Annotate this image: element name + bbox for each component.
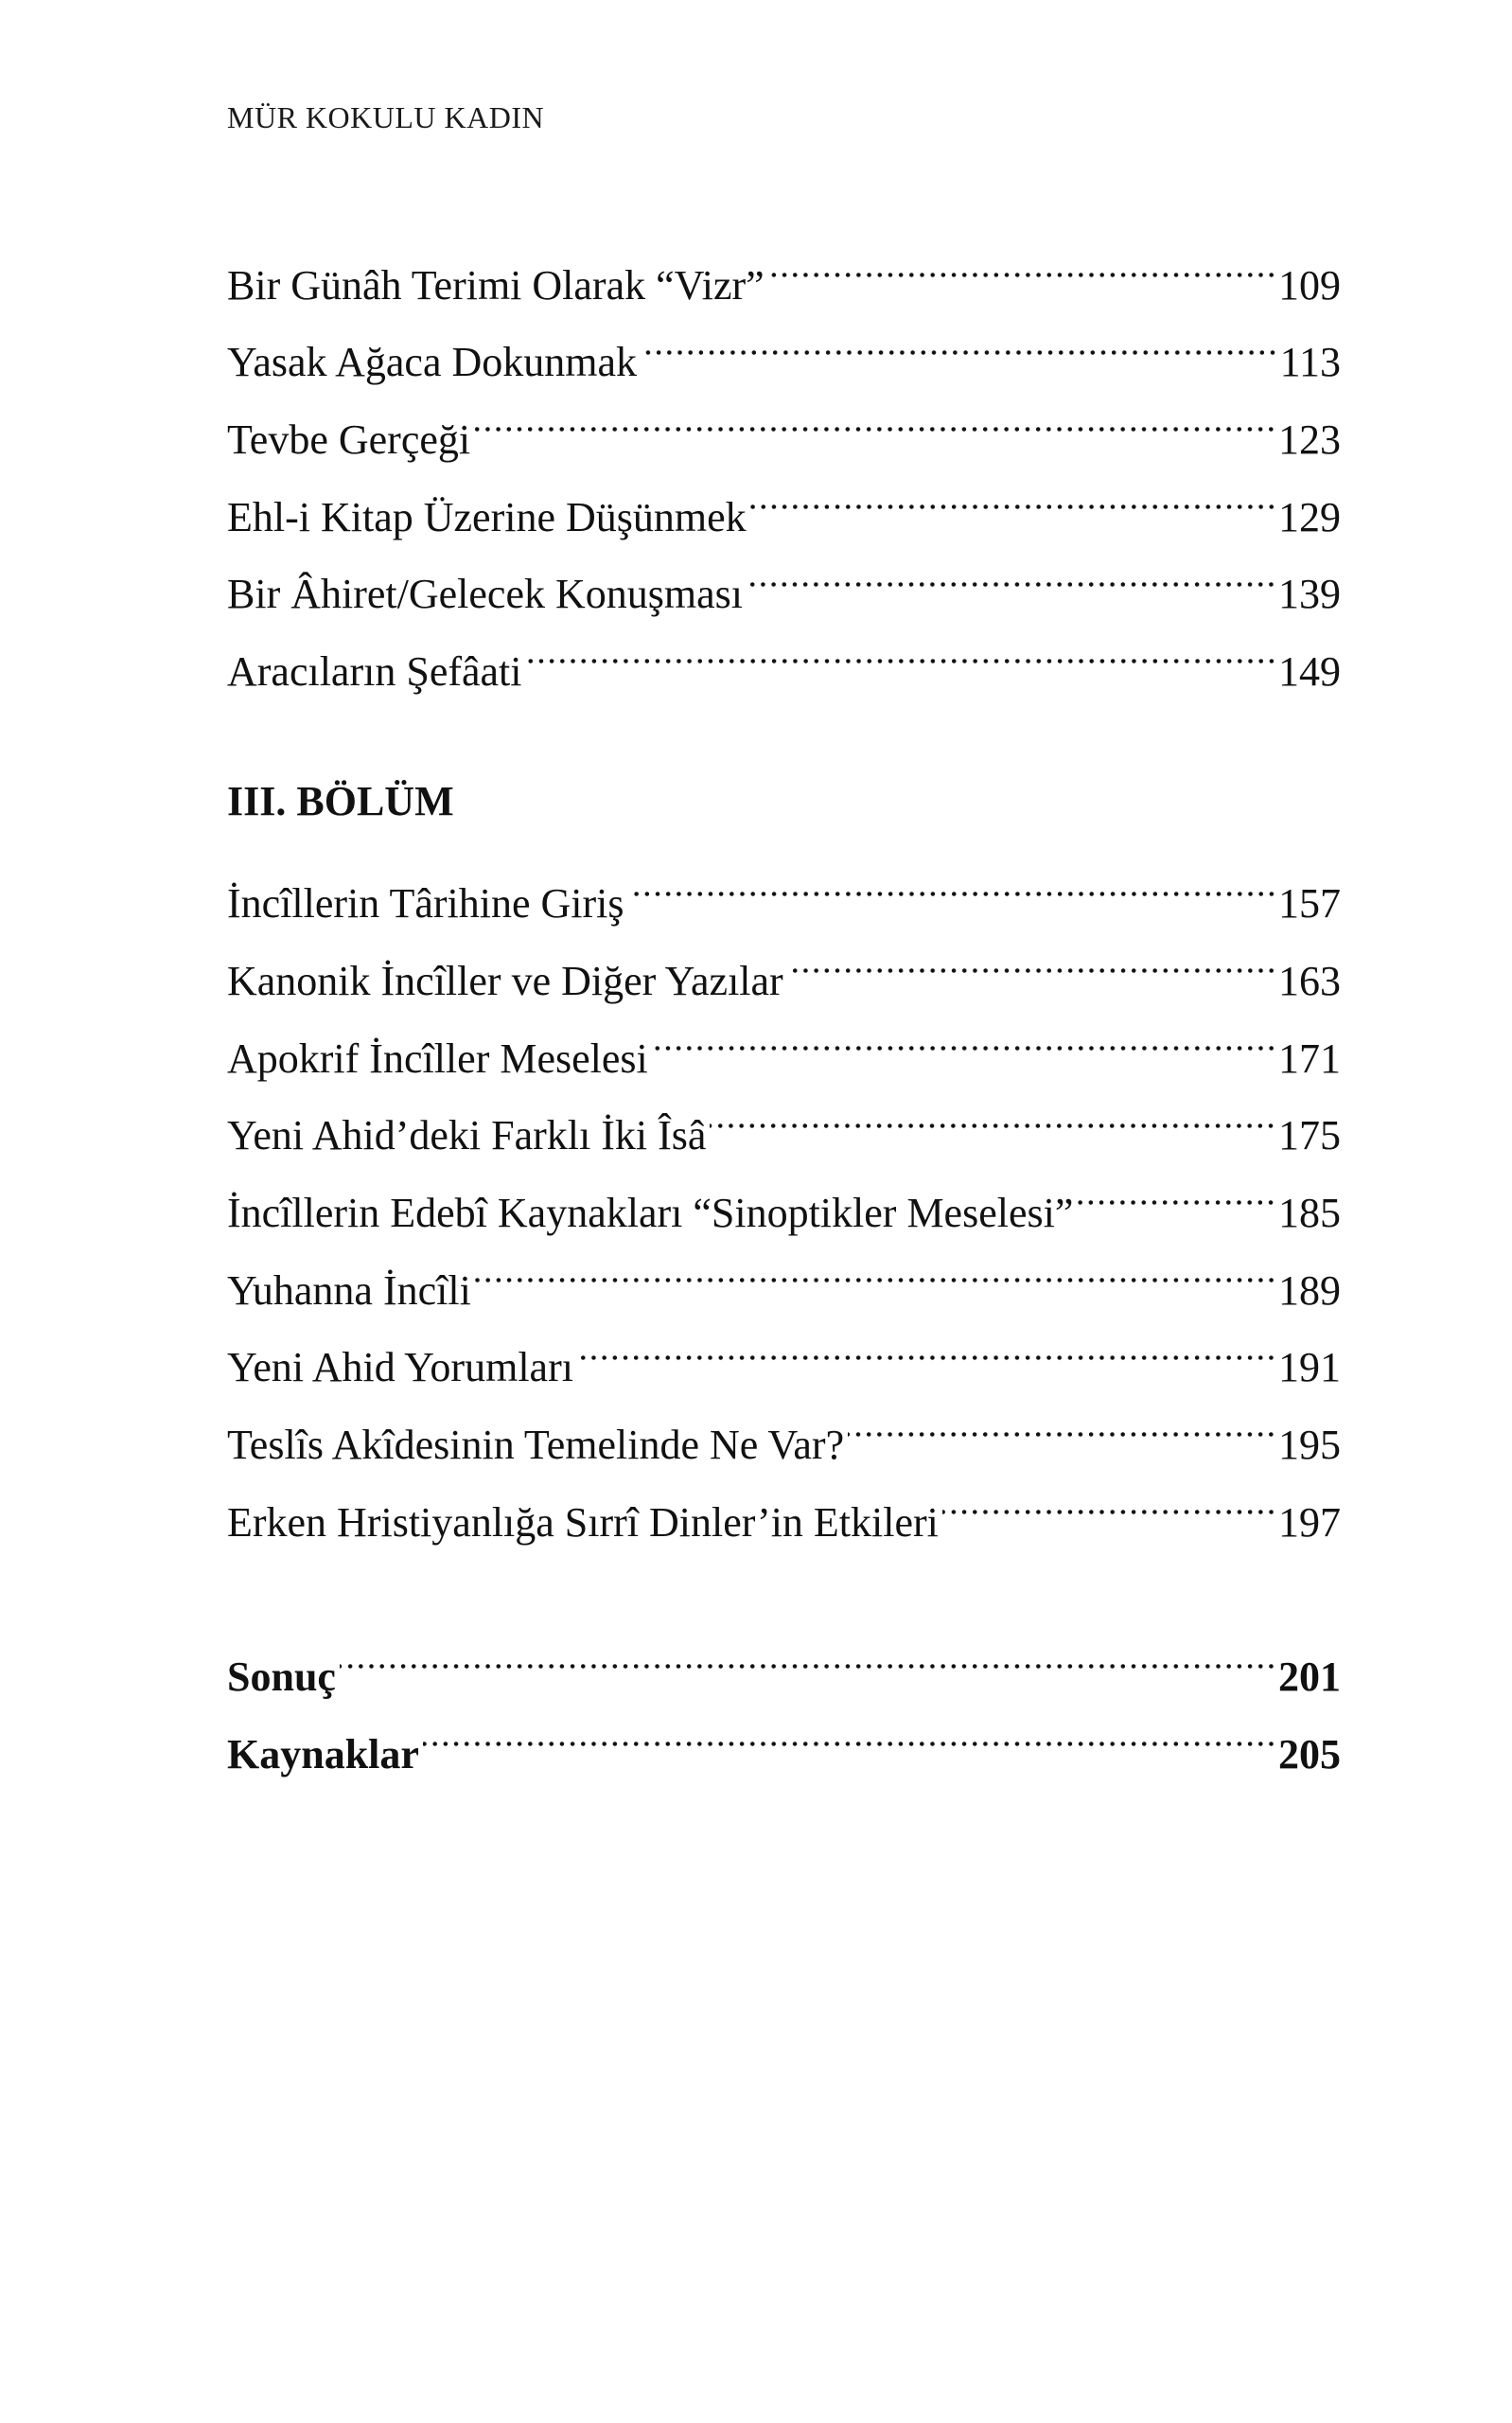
toc-entry-page: 191	[1278, 1344, 1341, 1391]
toc-entry-page: 195	[1278, 1422, 1341, 1468]
toc-entry-title: Apokrif İncîller Meselesi	[227, 1035, 648, 1082]
toc-entry-page: 175	[1278, 1112, 1341, 1159]
toc-entry[interactable]	[227, 221, 1341, 309]
dot-leader	[641, 299, 1278, 377]
table-of-contents	[227, 221, 1341, 1777]
toc-entry-page: 109	[1278, 261, 1341, 309]
toc-entry-page: 171	[1278, 1035, 1341, 1082]
toc-entry-references[interactable]	[227, 1690, 1341, 1777]
toc-entry-page: 113	[1279, 339, 1341, 386]
toc-entry-page: 149	[1278, 648, 1341, 696]
toc-entry-title: Yasak Ağaca Dokunmak	[227, 339, 638, 386]
toc-entry-title: Yuhanna İncîli	[227, 1266, 471, 1314]
toc-entry-conclusion[interactable]	[227, 1613, 1341, 1701]
toc-entry-title: Kaynaklar	[227, 1730, 419, 1777]
section-heading-part-iii: III. BÖLÜM	[227, 777, 454, 824]
dot-leader	[747, 531, 1276, 609]
dot-leader	[475, 1227, 1276, 1304]
toc-entry-page: 205	[1278, 1730, 1341, 1777]
toc-entry-page: 129	[1278, 493, 1341, 540]
toc-entry-page: 189	[1278, 1266, 1341, 1314]
dot-leader	[526, 608, 1276, 685]
dot-leader	[848, 1381, 1276, 1459]
toc-entry-title: Tevbe Gerçeği	[227, 416, 471, 464]
toc-entry-title: Erken Hristiyanlığa Sırrî Dinler’in Etkileri	[227, 1498, 939, 1546]
toc-entry-page: 201	[1278, 1654, 1341, 1701]
dot-leader	[768, 221, 1276, 299]
dot-leader	[577, 1304, 1276, 1382]
running-head: MÜR KOKULU KADIN	[227, 100, 545, 134]
dot-leader	[340, 1613, 1276, 1690]
toc-entry-page: 123	[1278, 416, 1341, 464]
toc-entry-title: Teslîs Akîdesinin Temelinde Ne Var?	[227, 1422, 845, 1468]
toc-entry-title: Ehl-i Kitap Üzerine Düşünmek	[227, 493, 747, 540]
toc-entry-page: 139	[1278, 571, 1341, 618]
dot-leader	[750, 453, 1276, 531]
toc-entry-title: Bir Günâh Terimi Olarak “Vizr”	[227, 261, 765, 309]
toc-entry-page: 197	[1278, 1498, 1341, 1546]
toc-entry-page: 185	[1278, 1189, 1341, 1236]
dot-leader	[423, 1690, 1276, 1768]
toc-entry[interactable]	[227, 840, 1341, 928]
toc-entry-title: Sonuç	[227, 1654, 336, 1701]
toc-entry-title: İncîllerin Târihine Giriş	[227, 880, 624, 928]
dot-leader	[942, 1459, 1276, 1536]
dot-leader	[710, 1072, 1276, 1150]
dot-leader	[474, 376, 1276, 453]
toc-entry-title: Bir Âhiret/Gelecek Konuşması	[227, 571, 743, 618]
toc-entry-title: Yeni Ahid’deki Farklı İki Îsâ	[227, 1112, 707, 1159]
toc-entry-title: Kanonik İncîller ve Diğer Yazılar	[227, 957, 783, 1004]
toc-entry-page: 163	[1278, 957, 1341, 1004]
toc-entry-title: Yeni Ahid Yorumları	[227, 1344, 573, 1391]
dot-leader	[628, 840, 1276, 918]
toc-entry-title: İncîllerin Edebî Kaynakları “Sinoptikler Meselesi”	[227, 1189, 1074, 1236]
dot-leader	[652, 995, 1276, 1072]
dot-leader	[787, 917, 1276, 995]
toc-entry-title: Aracıların Şefâati	[227, 648, 522, 696]
toc-entry-page: 157	[1278, 880, 1341, 928]
dot-leader	[1077, 1149, 1276, 1227]
